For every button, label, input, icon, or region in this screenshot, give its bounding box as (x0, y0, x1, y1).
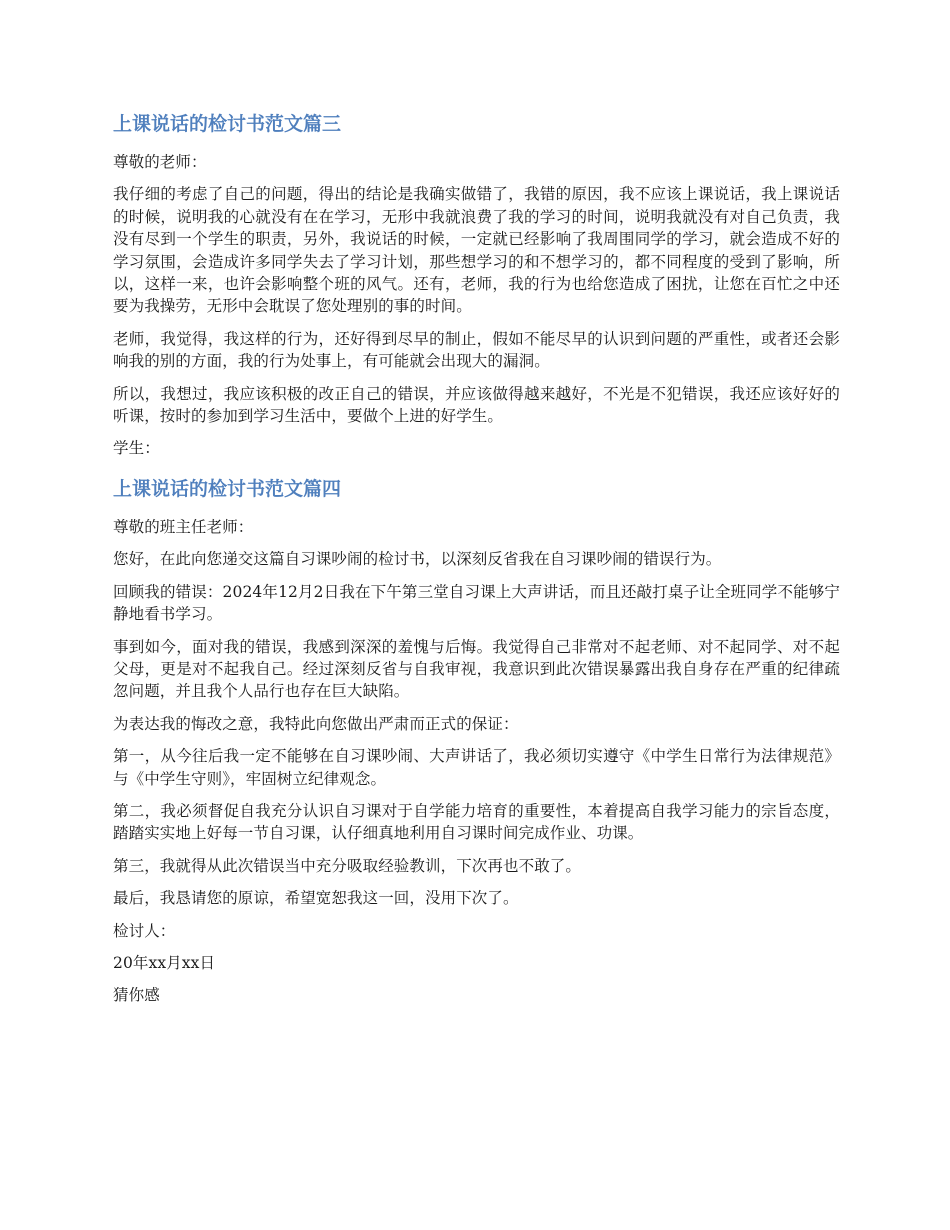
trailing-text: 猜你感 (113, 986, 160, 1005)
body-paragraph: 为表达我的悔改之意，我特此向您做出严肃而正式的保证： (113, 714, 519, 733)
body-paragraph: 第三，我就得从此次错误当中充分吸取经验教训，下次再也不敢了。 (113, 856, 582, 875)
body-paragraph: 老师，我觉得，我这样的行为，还好得到尽早的制止，假如不能尽早的认识到问题的严重性，或者还会影响我的别的方面，我的行为处事上，有可能就会出现大的漏洞。 (113, 329, 840, 371)
signature-label: 学生： (113, 439, 160, 458)
salutation: 尊敬的老师： (113, 153, 207, 171)
signature-label: 检讨人： (113, 921, 176, 940)
body-paragraph: 所以，我想过，我应该积极的改正自己的错误，并应该做得越来越好，不光是不犯错误，我还应该好好的听课，按时的参加到学习生活中，要做个上进的好学生。 (113, 384, 840, 426)
body-paragraph: 回顾我的错误：2024年12月2日我在下午第三堂自习课上大声讲话，而且还敲打桌子让全班同学不能够宁静地看书学习。 (113, 582, 840, 624)
body-paragraph: 您好，在此向您递交这篇自习课吵闹的检讨书，以深刻反省我在自习课吵闹的错误行为。 (113, 550, 722, 569)
body-paragraph: 我仔细的考虑了自己的问题，得出的结论是我确实做错了，我错的原因，我不应该上课说话，我上课说话的时候，说明我的心就没有在在学习，无形中我就浪费了我的学习的时间，说明我就没有对自己负责，我没有尽到一个学生的职责，另外，我说话的时候，一定就已经影响了我周围同学的学习，就会造成不好的学习氛围，会造成许多同学失去了学习计划，那些想学习的和不想学习的，都不同程度的受到了影响，所以，这样一来，也许会影响整个班的风气。还有，老师，我的行为也给您造成了困扰，让您在百忙之中还要为我操劳，无形中会耽误了您处理别的事的时间。 (113, 185, 840, 316)
salutation: 尊敬的班主任老师： (113, 517, 254, 536)
body-paragraph: 第二，我必须督促自我充分认识自习课对于自学能力培育的重要性，本着提高自我学习能力的宗旨态度，踏踏实实地上好每一节自习课，认仔细真地利用自习课时间完成作业、功课。 (113, 801, 840, 843)
body-paragraph: 第一，从今往后我一定不能够在自习课吵闹、大声讲话了，我必须切实遵守《中学生日常行为法律规范》与《中学生守则》，牢固树立纪律观念。 (113, 747, 840, 788)
body-paragraph: 事到如今，面对我的错误，我感到深深的羞愧与后悔。我觉得自己非常对不起老师、对不起同学、对不起父母，更是对不起我自己。经过深刻反省与自我审视，我意识到此次错误暴露出我自身存在严重的纪律疏忽问题，并且我个人品行也存在巨大缺陷。 (113, 637, 840, 701)
section-title: 上课说话的检讨书范文篇四 (113, 477, 342, 500)
body-paragraph: 最后，我恳请您的原谅，希望宽恕我这一回，没用下次了。 (113, 889, 519, 908)
section-title: 上课说话的检讨书范文篇三 (113, 113, 342, 135)
document-page (113, 110, 840, 1007)
date-line: 20年xx月xx日 (113, 953, 216, 972)
